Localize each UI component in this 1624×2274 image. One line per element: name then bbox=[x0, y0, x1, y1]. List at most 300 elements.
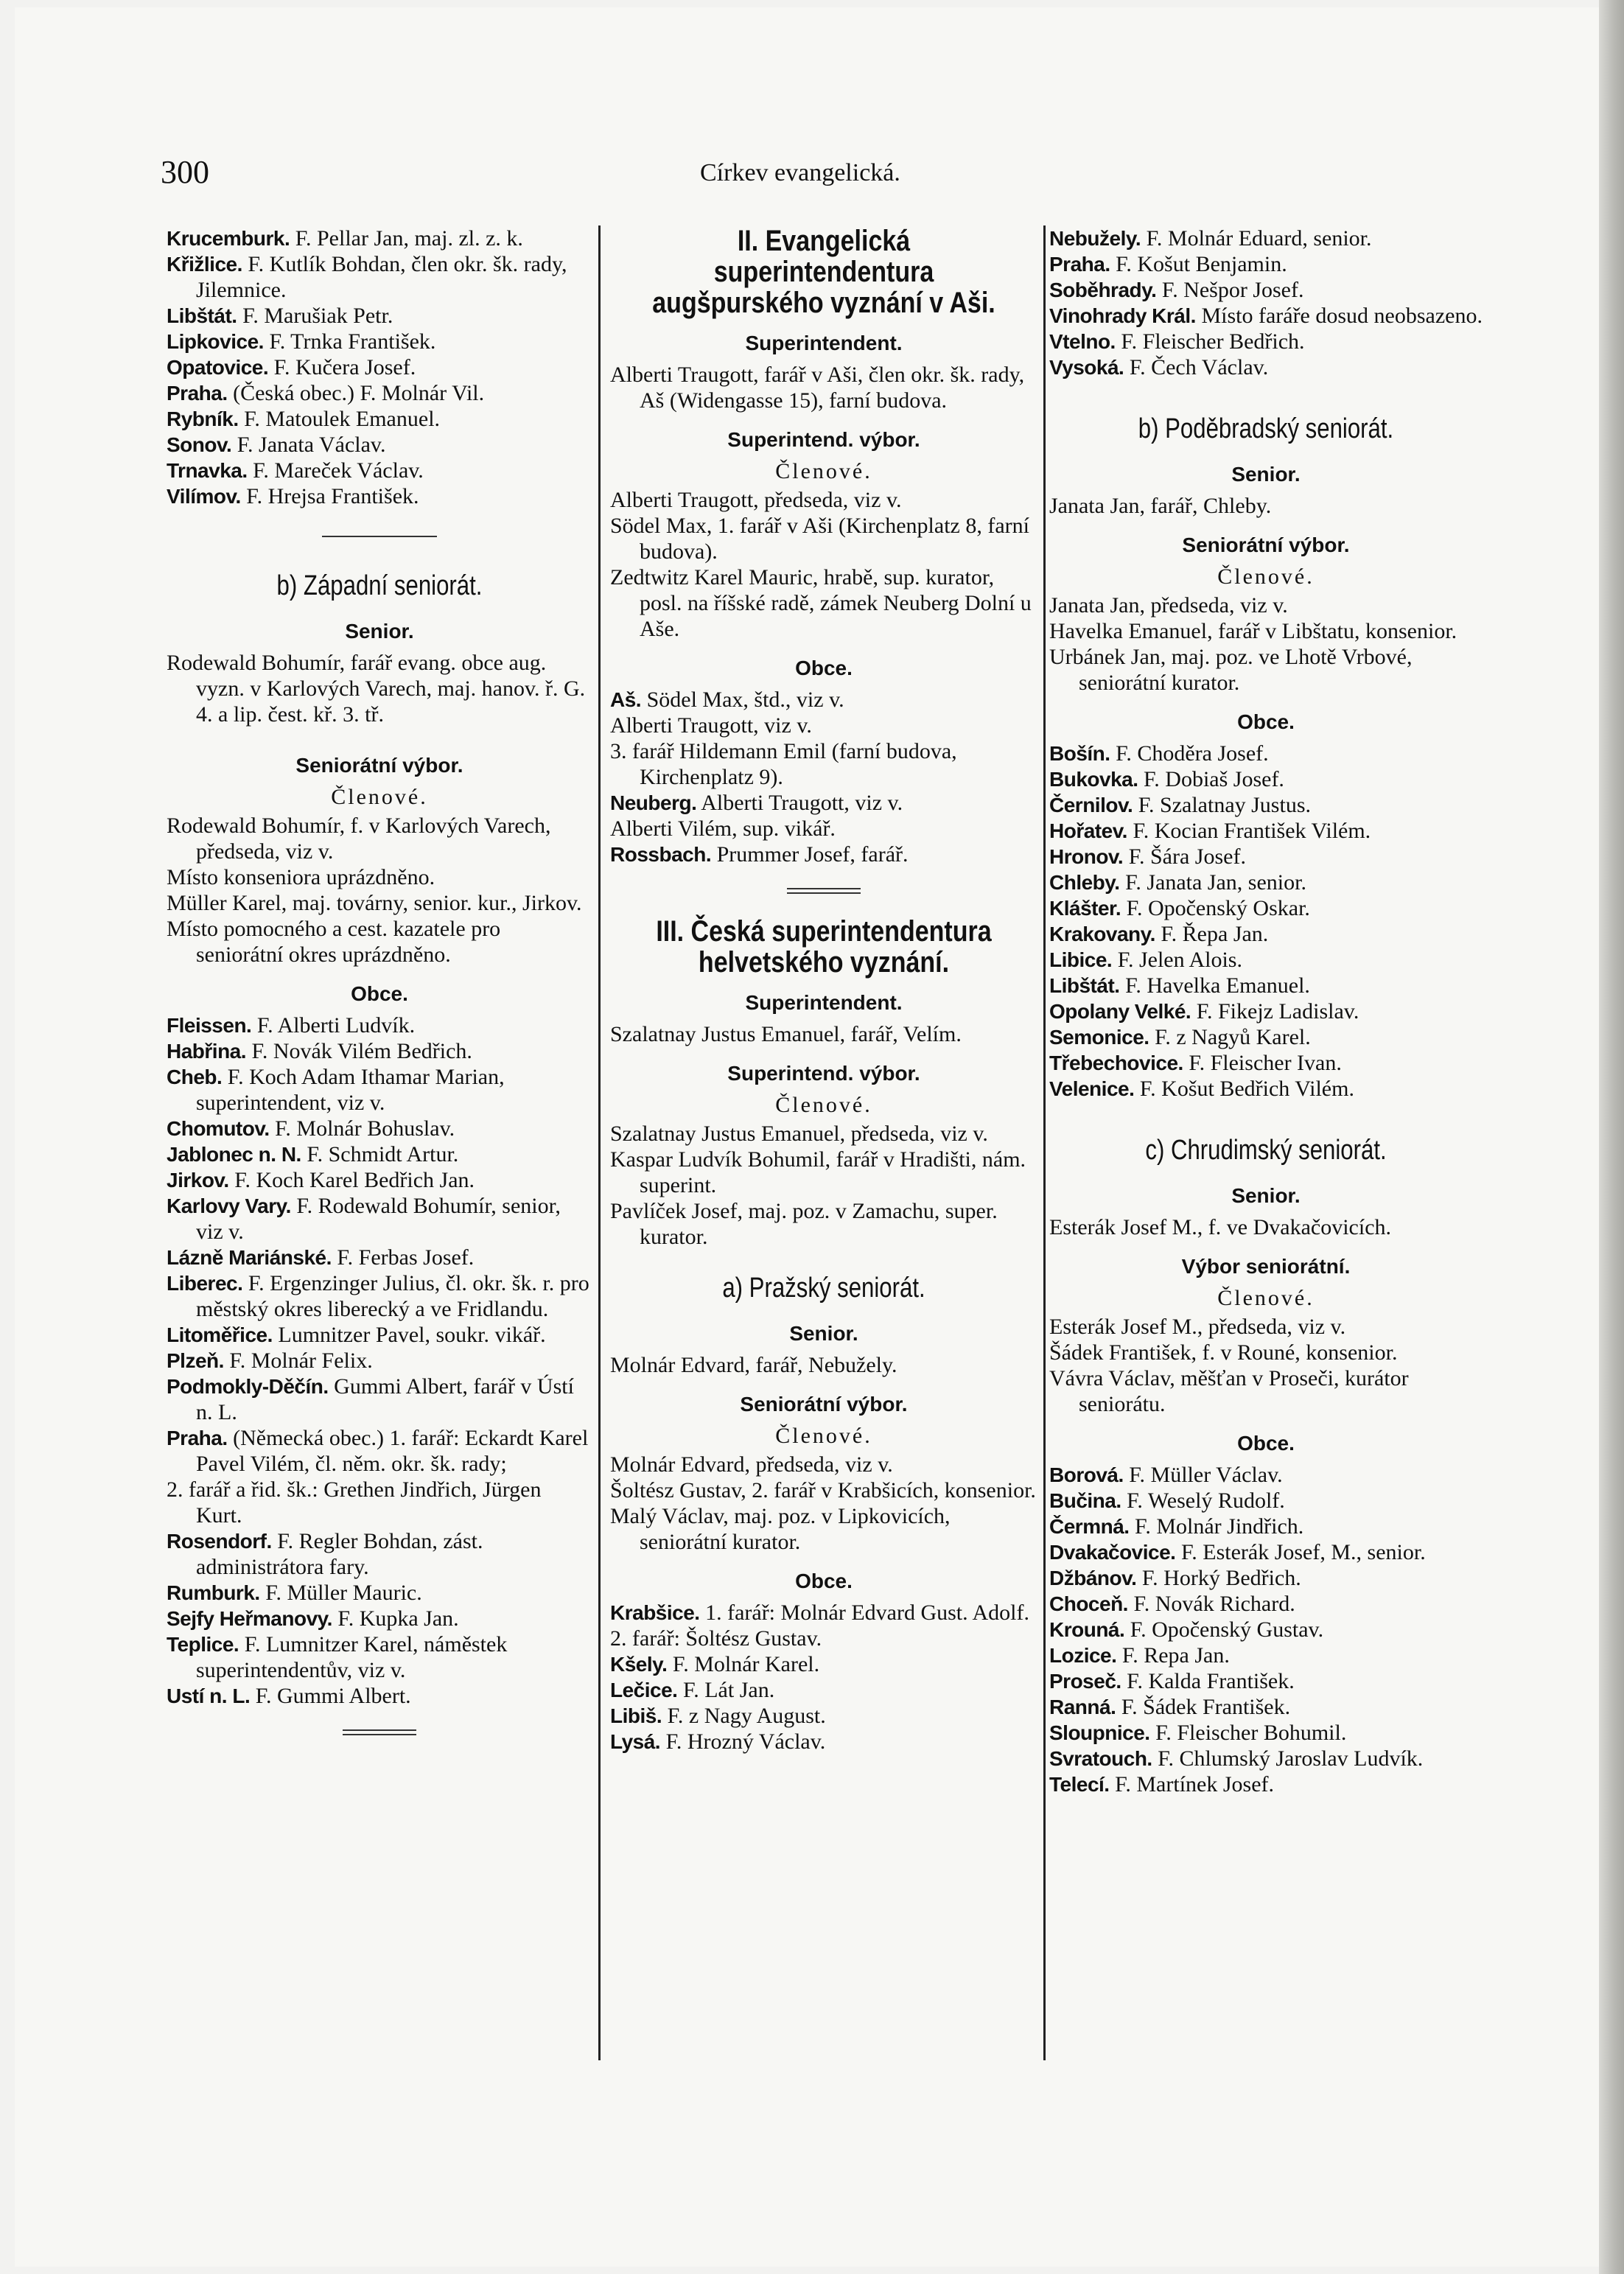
entry-text: F. Repa Jan. bbox=[1116, 1643, 1230, 1668]
list-item bbox=[1049, 870, 1483, 895]
entry-list bbox=[1049, 1314, 1483, 1417]
superintendent-label: Superintendent. bbox=[745, 332, 903, 354]
place-name: Cheb. bbox=[167, 1066, 223, 1088]
place-name: Neuberg. bbox=[610, 791, 697, 814]
entry-list bbox=[610, 1352, 1037, 1378]
list-item bbox=[1049, 644, 1483, 696]
board-label: Seniorátní výbor. bbox=[295, 754, 463, 777]
entry-list bbox=[167, 225, 592, 509]
column-rule-1 bbox=[598, 225, 601, 2060]
place-name: Chleby. bbox=[1049, 871, 1120, 894]
place-name: Jirkov. bbox=[167, 1169, 229, 1192]
entry-text: F. Marušiak Petr. bbox=[237, 304, 393, 328]
entry-text: F. Martínek Josef. bbox=[1109, 1772, 1274, 1797]
entry-text: F. Schmidt Artur. bbox=[301, 1142, 459, 1166]
entry-text: F. Molnár Karel. bbox=[667, 1652, 820, 1676]
entry-list bbox=[1049, 741, 1483, 1102]
list-item bbox=[1049, 998, 1483, 1024]
list-item bbox=[1049, 1314, 1483, 1340]
board-label: Seniorátní výbor. bbox=[740, 1393, 908, 1416]
list-item bbox=[1049, 741, 1483, 766]
entry-list bbox=[610, 487, 1037, 642]
entry-text: Müller Karel, maj. továrny, senior. kur., Jirkov. bbox=[167, 891, 582, 915]
seniorate-heading: b) Západní seniorát. bbox=[276, 570, 483, 601]
place-name: Chomutov. bbox=[167, 1117, 270, 1140]
list-item bbox=[1049, 1694, 1483, 1720]
page-edge bbox=[1599, 0, 1624, 2274]
list-item bbox=[167, 1374, 592, 1425]
obce-label: Obce. bbox=[1237, 710, 1295, 733]
entry-list bbox=[610, 1121, 1037, 1250]
list-item bbox=[1049, 1214, 1483, 1240]
list-item bbox=[167, 1167, 592, 1193]
list-item bbox=[610, 1651, 1037, 1677]
place-name: Hronov. bbox=[1049, 845, 1124, 868]
list-item bbox=[167, 916, 592, 968]
column-1 bbox=[167, 225, 592, 1756]
obce-label: Obce. bbox=[351, 982, 408, 1005]
list-item bbox=[167, 1322, 592, 1348]
entry-text: Janata Jan, předseda, viz v. bbox=[1049, 593, 1288, 618]
senior-label: Senior. bbox=[789, 1322, 858, 1345]
list-item bbox=[1049, 1539, 1483, 1565]
list-item bbox=[1049, 251, 1483, 277]
entry-text: F. Fleischer Bohumil. bbox=[1149, 1721, 1347, 1745]
entry-text: Södel Max, štd., viz v. bbox=[641, 688, 844, 712]
list-item bbox=[1049, 1365, 1483, 1417]
senior-label: Senior. bbox=[1231, 463, 1301, 486]
entry-text: 1. farář: Molnár Edvard Gust. Adolf. bbox=[699, 1600, 1029, 1625]
entry-list bbox=[1049, 225, 1483, 380]
list-item bbox=[167, 406, 592, 432]
entry-text: Šádek František, f. v Rouné, konsenior. bbox=[1049, 1340, 1398, 1365]
list-item bbox=[610, 790, 1037, 816]
place-name: Soběhrady. bbox=[1049, 279, 1157, 301]
entry-text: (Česká obec.) F. Molnár Vil. bbox=[227, 381, 485, 405]
entry-text: F. z Nagy August. bbox=[662, 1704, 826, 1728]
list-item bbox=[1049, 493, 1483, 519]
seniorate-heading: b) Poděbradský seniorát. bbox=[1138, 413, 1394, 444]
entry-text: F. Molnár Jindřich. bbox=[1129, 1514, 1304, 1539]
entry-text: F. Müller Mauric. bbox=[259, 1581, 422, 1605]
list-item bbox=[610, 564, 1037, 642]
entry-text: 2. farář a řid. šk.: Grethen Jindřich, Jürgen Kurt. bbox=[167, 1477, 542, 1528]
entry-list bbox=[1049, 1214, 1483, 1240]
entry-text: F. z Nagyů Karel. bbox=[1149, 1025, 1311, 1049]
entry-text: Rodewald Bohumír, f. v Karlových Varech, předseda, viz v. bbox=[167, 814, 551, 864]
list-item bbox=[167, 1012, 592, 1038]
entry-text: F. Ferbas Josef. bbox=[331, 1245, 475, 1270]
list-item bbox=[167, 1606, 592, 1631]
place-name: Lipkovice. bbox=[167, 330, 264, 353]
entry-text: Lumnitzer Pavel, soukr. vikář. bbox=[272, 1323, 546, 1347]
place-name: Lozice. bbox=[1049, 1644, 1117, 1667]
list-item bbox=[610, 738, 1037, 790]
place-name: Lečice. bbox=[610, 1679, 678, 1701]
obce-label: Obce. bbox=[1237, 1432, 1295, 1455]
entry-text: F. Gummi Albert. bbox=[250, 1684, 411, 1708]
list-item bbox=[1049, 225, 1483, 251]
entry-text: Místo konseniora uprázdněno. bbox=[167, 865, 435, 889]
list-item bbox=[1049, 1565, 1483, 1591]
entry-list bbox=[610, 1600, 1037, 1755]
place-name: Křižlice. bbox=[167, 253, 242, 276]
list-item bbox=[167, 458, 592, 483]
entry-text: Esterák Josef M., f. ve Dvakačovicích. bbox=[1049, 1215, 1392, 1239]
board-label: Superintend. výbor. bbox=[727, 428, 920, 451]
list-item bbox=[167, 650, 592, 727]
entry-text: Alberti Traugott, předseda, viz v. bbox=[610, 488, 902, 512]
members-label: Členové. bbox=[775, 459, 872, 483]
entry-text: F. Molnár Felix. bbox=[223, 1348, 373, 1373]
list-item bbox=[1049, 1514, 1483, 1539]
list-item bbox=[610, 1147, 1037, 1198]
list-item bbox=[610, 487, 1037, 513]
place-name: Libiš. bbox=[610, 1704, 662, 1727]
place-name: Libštát. bbox=[1049, 974, 1120, 997]
place-name: Libštát. bbox=[167, 304, 237, 327]
column-3 bbox=[1049, 225, 1483, 1797]
senior-label: Senior. bbox=[1231, 1184, 1301, 1207]
place-name: Podmokly-Děčín. bbox=[167, 1375, 329, 1398]
list-item bbox=[1049, 1771, 1483, 1797]
place-name: Čermná. bbox=[1049, 1515, 1130, 1538]
entry-text: Kaspar Ludvík Bohumil, farář v Hradišti, nám. superint. bbox=[610, 1147, 1026, 1197]
seniorate-heading: c) Chrudimský seniorát. bbox=[1145, 1135, 1387, 1166]
list-item bbox=[1049, 1720, 1483, 1746]
place-name: Rybník. bbox=[167, 407, 239, 430]
entry-text: F. Kutlík Bohdan, člen okr. šk. rady, Jilemnice. bbox=[196, 252, 567, 302]
entry-text: F. Choděra Josef. bbox=[1110, 741, 1269, 766]
double-rule bbox=[343, 1729, 416, 1735]
place-name: Černilov. bbox=[1049, 794, 1133, 816]
entry-list bbox=[1049, 1462, 1483, 1797]
members-label: Členové. bbox=[775, 1424, 872, 1448]
page-number: 300 bbox=[161, 154, 209, 190]
entry-text: Prummer Josef, farář. bbox=[711, 842, 909, 867]
entry-text: F. Nešpor Josef. bbox=[1156, 278, 1304, 302]
place-name: Vysoká. bbox=[1049, 356, 1124, 379]
entry-list bbox=[1049, 592, 1483, 696]
entry-text: F. Koch Karel Bedřich Jan. bbox=[228, 1168, 475, 1192]
list-item bbox=[1049, 1642, 1483, 1668]
place-name: Telecí. bbox=[1049, 1773, 1110, 1796]
list-item bbox=[1049, 277, 1483, 303]
list-item bbox=[610, 1121, 1037, 1147]
list-item bbox=[610, 687, 1037, 713]
board-label: Seniorátní výbor. bbox=[1182, 533, 1350, 556]
list-item bbox=[1049, 1617, 1483, 1642]
entry-text: F. Hrozný Václav. bbox=[660, 1729, 826, 1754]
list-item bbox=[167, 1348, 592, 1374]
list-item bbox=[1049, 921, 1483, 947]
place-name: Krouná. bbox=[1049, 1618, 1125, 1641]
entry-text: Urbánek Jan, maj. poz. ve Lhotě Vrbové, seniorátní kurator. bbox=[1049, 645, 1413, 695]
entry-text: F. Rodewald Bohumír, senior, viz v. bbox=[196, 1194, 561, 1244]
list-item bbox=[167, 890, 592, 916]
place-name: Praha. bbox=[167, 382, 228, 405]
members-label: Členové. bbox=[1217, 1286, 1315, 1310]
list-item bbox=[1049, 844, 1483, 870]
separator-rule bbox=[322, 536, 437, 537]
list-item bbox=[1049, 1668, 1483, 1694]
place-name: Trnavka. bbox=[167, 459, 248, 482]
list-item bbox=[167, 225, 592, 251]
entry-text: F. Opočenský Oskar. bbox=[1121, 896, 1310, 920]
place-name: Jablonec n. N. bbox=[167, 1143, 301, 1166]
entry-text: Janata Jan, farář, Chleby. bbox=[1049, 494, 1272, 518]
entry-text: F. Müller Václav. bbox=[1123, 1463, 1283, 1487]
list-item bbox=[610, 1452, 1037, 1477]
entry-text: F. Kučera Josef. bbox=[268, 355, 416, 379]
place-name: Třebechovice. bbox=[1049, 1052, 1183, 1074]
place-name: Rossbach. bbox=[610, 843, 712, 866]
entry-text: Havelka Emanuel, farář v Libštatu, konsenior. bbox=[1049, 619, 1457, 643]
entry-text: F. Havelka Emanuel. bbox=[1119, 973, 1310, 998]
place-name: Litoměřice. bbox=[167, 1323, 273, 1346]
list-item bbox=[1049, 618, 1483, 644]
entry-text: F. Novák Vilém Bedřich. bbox=[246, 1039, 472, 1063]
entry-text: F. Chlumský Jaroslav Ludvík. bbox=[1152, 1746, 1424, 1771]
place-name: Vinohrady Král. bbox=[1049, 304, 1196, 327]
place-name: Bučina. bbox=[1049, 1489, 1121, 1512]
entry-text: F. Dobiaš Josef. bbox=[1138, 767, 1284, 791]
list-item bbox=[167, 1193, 592, 1245]
list-item bbox=[610, 816, 1037, 842]
entry-text: Alberti Traugott, farář v Aši, člen okr. šk. rady, Aš (Widengasse 15), farní budova. bbox=[610, 363, 1025, 413]
list-item bbox=[167, 1528, 592, 1580]
entry-text: 3. farář Hildemann Emil (farní budova, Kirchenplatz 9). bbox=[610, 739, 957, 789]
place-name: Praha. bbox=[167, 1427, 228, 1449]
place-name: Džbánov. bbox=[1049, 1567, 1137, 1589]
entry-list bbox=[167, 650, 592, 727]
list-item bbox=[610, 1626, 1037, 1651]
entry-text: Alberti Traugott, viz v. bbox=[610, 713, 812, 738]
entry-text: F. Novák Richard. bbox=[1127, 1592, 1295, 1616]
page-header bbox=[0, 153, 1624, 197]
entry-text: F. Košut Bedřich Vilém. bbox=[1134, 1077, 1354, 1101]
place-name: Dvakačovice. bbox=[1049, 1541, 1176, 1564]
entry-list bbox=[610, 1452, 1037, 1555]
entry-text: F. Horký Bedřich. bbox=[1136, 1566, 1301, 1590]
entry-text: Vávra Václav, měšťan v Proseči, kurátor seniorátu. bbox=[1049, 1366, 1409, 1416]
list-item bbox=[167, 354, 592, 380]
entry-text: F. Řepa Jan. bbox=[1155, 922, 1269, 946]
entry-text: F. Lumnitzer Karel, náměstek superintendentův, viz v. bbox=[196, 1632, 508, 1682]
list-item bbox=[167, 1038, 592, 1064]
place-name: Sejfy Heřmanovy. bbox=[167, 1607, 332, 1630]
list-item bbox=[167, 1425, 592, 1477]
list-item bbox=[1049, 1591, 1483, 1617]
entry-text: F. Pellar Jan, maj. zl. z. k. bbox=[290, 226, 523, 251]
entry-text: Místo pomocného a cest. kazatele pro seniorátní okres uprázdněno. bbox=[167, 917, 501, 967]
list-item bbox=[167, 483, 592, 509]
entry-list bbox=[167, 1012, 592, 1709]
place-name: Aš. bbox=[610, 688, 642, 711]
list-item bbox=[1049, 792, 1483, 818]
entry-text: Gummi Albert, farář v Ústí n. L. bbox=[196, 1374, 574, 1424]
place-name: Bukovka. bbox=[1049, 768, 1138, 791]
list-item bbox=[1049, 766, 1483, 792]
entry-text: F. Trnka František. bbox=[263, 329, 436, 354]
place-name: Nebužely. bbox=[1049, 227, 1141, 250]
list-item bbox=[167, 1141, 592, 1167]
entry-text: F. Esterák Josef, M., senior. bbox=[1175, 1540, 1426, 1564]
list-item bbox=[167, 251, 592, 303]
list-item bbox=[1049, 303, 1483, 329]
place-name: Lysá. bbox=[610, 1730, 661, 1753]
list-item bbox=[1049, 1746, 1483, 1771]
list-item bbox=[610, 842, 1037, 867]
entry-text: Pavlíček Josef, maj. poz. v Zamachu, super. kurator. bbox=[610, 1199, 998, 1249]
entry-text: F. Fikejz Ladislav. bbox=[1191, 999, 1359, 1024]
entry-text: Šoltész Gustav, 2. farář v Krabšicích, konsenior. bbox=[610, 1478, 1036, 1502]
list-item bbox=[1049, 973, 1483, 998]
list-item bbox=[610, 1703, 1037, 1729]
entry-text: F. Kocian František Vilém. bbox=[1127, 819, 1371, 843]
list-item bbox=[1049, 1462, 1483, 1488]
entry-text: Szalatnay Justus Emanuel, předseda, viz v. bbox=[610, 1122, 988, 1146]
list-item bbox=[1049, 1050, 1483, 1076]
entry-text: F. Janata Václav. bbox=[231, 433, 386, 457]
list-item bbox=[610, 1677, 1037, 1703]
entry-list bbox=[610, 1021, 1037, 1047]
running-title: Církev evangelická. bbox=[700, 159, 900, 186]
list-item bbox=[167, 1245, 592, 1270]
entry-text: Szalatnay Justus Emanuel, farář, Velím. bbox=[610, 1022, 962, 1046]
entry-text: F. Fleischer Ivan. bbox=[1183, 1051, 1342, 1075]
superintendentura-heading: II. Evangelická superintendentura augšpurského vyznání v Aši. bbox=[652, 225, 995, 319]
list-item bbox=[610, 1477, 1037, 1503]
place-name: Vilímov. bbox=[167, 485, 241, 508]
list-item bbox=[1049, 329, 1483, 354]
place-name: Plzeň. bbox=[167, 1349, 224, 1372]
place-name: Krabšice. bbox=[610, 1601, 700, 1624]
place-name: Rosendorf. bbox=[167, 1530, 272, 1553]
list-item bbox=[1049, 354, 1483, 380]
entry-text: F. Kupka Jan. bbox=[332, 1606, 459, 1631]
superintendentura-heading: III. Česká superintendentura helvetského vyznání. bbox=[656, 915, 992, 979]
entry-text: F. Molnár Eduard, senior. bbox=[1141, 226, 1372, 251]
list-item bbox=[167, 1580, 592, 1606]
list-item bbox=[167, 864, 592, 890]
place-name: Borová. bbox=[1049, 1463, 1124, 1486]
list-item bbox=[1049, 947, 1483, 973]
entry-list bbox=[1049, 493, 1483, 519]
list-item bbox=[167, 1064, 592, 1116]
place-name: Semonice. bbox=[1049, 1026, 1149, 1049]
entry-text: (Německá obec.) 1. farář: Eckardt Karel Pavel Vilém, čl. něm. okr. šk. rady; bbox=[196, 1426, 589, 1476]
list-item bbox=[610, 1600, 1037, 1626]
list-item bbox=[1049, 1076, 1483, 1102]
entry-text: F. Košut Benjamin. bbox=[1110, 252, 1287, 276]
members-label: Členové. bbox=[1217, 564, 1315, 589]
place-name: Sonov. bbox=[167, 433, 232, 456]
column-rule-2 bbox=[1043, 225, 1046, 2060]
place-name: Velenice. bbox=[1049, 1077, 1135, 1100]
list-item bbox=[167, 329, 592, 354]
list-item bbox=[167, 1631, 592, 1683]
senior-label: Senior. bbox=[345, 620, 414, 643]
place-name: Lázně Mariánské. bbox=[167, 1246, 332, 1269]
list-item bbox=[1049, 1488, 1483, 1514]
list-item bbox=[610, 1503, 1037, 1555]
entry-text: F. Matoulek Emanuel. bbox=[238, 407, 441, 431]
entry-text: Södel Max, 1. farář v Aši (Kirchenplatz 8, farní budova). bbox=[610, 514, 1029, 564]
entry-text: F. Koch Adam Ithamar Marian, superintendent, viz v. bbox=[196, 1065, 505, 1115]
entry-text: F. Molnár Bohuslav. bbox=[269, 1116, 455, 1141]
place-name: Libice. bbox=[1049, 948, 1113, 971]
entry-text: F. Šára Josef. bbox=[1123, 844, 1246, 869]
place-name: Habřina. bbox=[167, 1040, 247, 1063]
entry-text: Místo faráře dosud neobsazeno. bbox=[1195, 304, 1483, 328]
place-name: Klášter. bbox=[1049, 897, 1121, 920]
place-name: Rumburk. bbox=[167, 1581, 260, 1604]
list-item bbox=[610, 362, 1037, 413]
entry-text: F. Kalda František. bbox=[1121, 1669, 1295, 1693]
entry-text: F. Alberti Ludvík. bbox=[251, 1013, 416, 1038]
place-name: Bošín. bbox=[1049, 742, 1110, 765]
seniorate-heading: a) Pražský seniorát. bbox=[722, 1273, 925, 1304]
list-item bbox=[167, 1683, 592, 1709]
place-name: Proseč. bbox=[1049, 1670, 1121, 1693]
entry-list bbox=[610, 687, 1037, 867]
list-item bbox=[1049, 895, 1483, 921]
list-item bbox=[167, 380, 592, 406]
place-name: Liberec. bbox=[167, 1272, 243, 1295]
place-name: Teplice. bbox=[167, 1633, 239, 1656]
entry-text: Rodewald Bohumír, farář evang. obce aug. vyzn. v Karlových Varech, maj. hanov. ř. G. 4. a lip. čest. kř. 3. tř. bbox=[167, 651, 586, 727]
entry-text: Molnár Edvard, farář, Nebužely. bbox=[610, 1353, 897, 1377]
entry-text: F. Šádek František. bbox=[1116, 1695, 1291, 1719]
entry-text: F. Lát Jan. bbox=[677, 1678, 775, 1702]
place-name: Praha. bbox=[1049, 253, 1110, 276]
entry-text: Molnár Edvard, předseda, viz v. bbox=[610, 1452, 893, 1477]
list-item bbox=[610, 1198, 1037, 1250]
entry-text: F. Opočenský Gustav. bbox=[1124, 1617, 1324, 1642]
board-label: Superintend. výbor. bbox=[727, 1062, 920, 1085]
list-item bbox=[1049, 1340, 1483, 1365]
obce-label: Obce. bbox=[795, 1570, 853, 1592]
column-2 bbox=[610, 225, 1037, 1755]
entry-text: Alberti Traugott, viz v. bbox=[696, 791, 903, 815]
place-name: Karlovy Vary. bbox=[167, 1194, 291, 1217]
entry-text: Alberti Vilém, sup. vikář. bbox=[610, 816, 836, 841]
entry-text: F. Fleischer Bedřich. bbox=[1115, 329, 1305, 354]
members-label: Členové. bbox=[331, 785, 428, 809]
entry-text: F. Weselý Rudolf. bbox=[1121, 1488, 1285, 1513]
place-name: Hořatev. bbox=[1049, 819, 1127, 842]
entry-text: F. Hrejsa František. bbox=[240, 484, 419, 508]
list-item bbox=[1049, 592, 1483, 618]
list-item bbox=[167, 432, 592, 458]
place-name: Krakovany. bbox=[1049, 923, 1155, 945]
superintendent-label: Superintendent. bbox=[745, 991, 903, 1014]
double-rule bbox=[787, 888, 861, 894]
entry-list bbox=[167, 813, 592, 968]
list-item bbox=[167, 1270, 592, 1322]
entry-list bbox=[610, 362, 1037, 413]
entry-text: Malý Václav, maj. poz. v Lipkovicích, seniorátní kurator. bbox=[610, 1504, 951, 1554]
obce-label: Obce. bbox=[795, 657, 853, 679]
entry-text: F. Ergenzinger Julius, čl. okr. šk. r. pro městský okres liberecký a ve Fridlandu. bbox=[196, 1271, 589, 1321]
place-name: Krucemburk. bbox=[167, 227, 290, 250]
list-item bbox=[610, 1352, 1037, 1378]
list-item bbox=[1049, 1024, 1483, 1050]
entry-text: Zedtwitz Karel Mauric, hrabě, sup. kurator, posl. na říšské radě, zámek Neuberg Dolní u Aše. bbox=[610, 565, 1032, 641]
board-label: Výbor seniorátní. bbox=[1181, 1255, 1351, 1278]
place-name: Opolany Velké. bbox=[1049, 1000, 1191, 1023]
